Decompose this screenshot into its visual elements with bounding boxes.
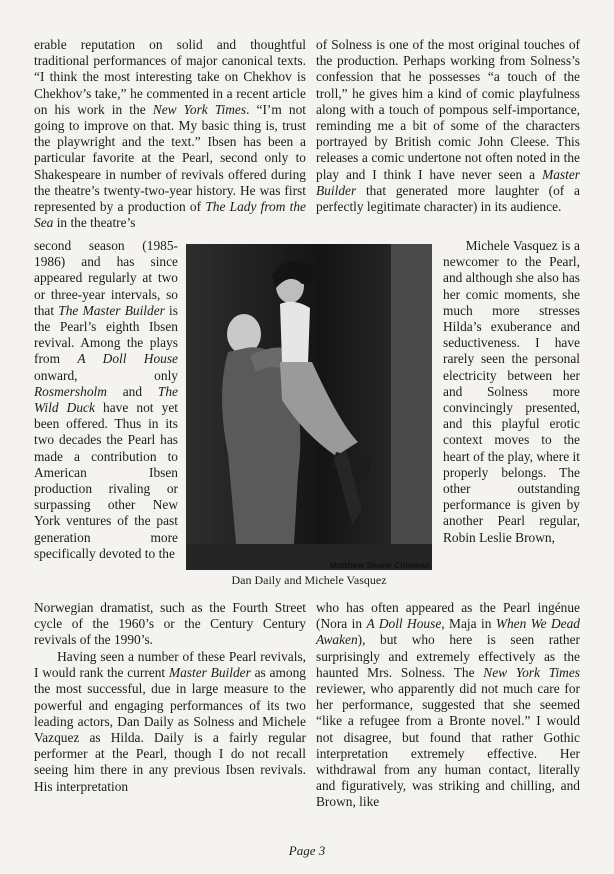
text-run: erable reputation on solid and thoughtful traditional performances of major canonical texts. “I think the most interesting take on Chekhov is Chekhov’s take,” he commented in a recent article on his work in the: [34, 37, 306, 117]
italic-title: Master Builder: [316, 166, 580, 198]
text-run: second season (1985-1986) and has since appeared regularly at two or three-year intervals, so that: [34, 238, 178, 318]
text-run: reviewer, who apparently did not much care for her performance, suggested that she seemed “like a refugee from a Bronte novel.” I would not disagree, but found that rather Gothic interpretation extremely effective. Her withdrawal from any human contact, literally and figuratively, was striking and chilling, and Brown, like: [316, 681, 580, 810]
italic-title: The Master Builder: [58, 302, 165, 318]
italic-title: Rosmersholm: [34, 383, 107, 399]
text-run: who has often appeared as the Pearl ingénue (Nora in: [316, 600, 580, 632]
text-run: , Maja in: [441, 616, 496, 632]
photo-credit: Matthew Shane Coleman: [329, 560, 430, 570]
text-run: in the theatre’s: [53, 215, 136, 231]
page-number: Page 3: [288, 843, 326, 858]
italic-title: New York Times: [152, 101, 247, 117]
paragraph-7: [316, 600, 580, 811]
italic-title: Master Builder: [168, 665, 251, 681]
text-run: Norwegian dramatist, such as the Fourth Street cycle of the 1960’s or the Century Century revivals of the 1990’s.: [34, 600, 306, 648]
text-run: that generated more laughter (of a perfectly legitimate character) in its audience.: [316, 182, 580, 215]
paragraph-4: [34, 649, 306, 795]
text-run: . “I’m not going to improve on that. My basic thing is, trust the playwright and the text.” Ibsen has been a particular favorite at the Pearl, second only to Shakespeare in number of revivals offered during the theatre’s twenty-two-year history. He was first represented by a production of: [34, 101, 306, 215]
italic-title: A Doll House: [77, 351, 178, 367]
paragraph-1: [34, 37, 306, 231]
italic-title: The Wild Duck: [34, 383, 178, 416]
text-run: Michele Vasquez is a newcomer to the Pearl, and although she also has her comic moments, she much more stresses Hilda’s exuberance and seductiveness. I have rarely seen the personal electricity between her and Solness more convincingly presented, and this playful erotic context moves to the heart of the play, where it properly belongs. The other outstanding performance is given by another Pearl regular, Robin Leslie Brown,: [443, 238, 580, 545]
text-run: have not yet been offered. Thus in its two decades the Pearl has made a contribution to American Ibsen production rivaling or surpassing other New York ventures of the past generation more specifically devoted to the: [34, 400, 178, 561]
photo-caption: Dan Daily and Michele Vasquez: [231, 573, 387, 587]
text-run: onward, only: [34, 367, 178, 383]
text-run: and: [106, 383, 158, 399]
photo-image: [186, 244, 432, 570]
paragraph-5: [316, 37, 580, 215]
text-run: is the Pearl’s eighth Ibsen revival. Among the plays from: [34, 302, 178, 367]
production-photo: [186, 244, 432, 570]
italic-title: New York Times: [483, 664, 580, 680]
text-run: as among the most successful, due in large measure to the powerful and engaging performances of its two leading actors, Dan Daily as Solness and Michele Vazquez as Hilda. Daily is a fairly regular performer at the Pearl, though I do not recall seeing him there in any previous Ibsen revivals. His interpretation: [34, 665, 306, 794]
text-run: ), but who here is seen rather surprisingly and extremely effectively as the haunted Mrs. Solness. The: [316, 632, 580, 680]
italic-title: A Doll House: [366, 616, 442, 632]
text-run: of Solness is one of the most original touches of the production. Perhaps working from Solness’s confession that he possesses “a touch of the troll,” he gives him a kind of comic playfulness along with a touch of pompous self-importance, reminding me a bit of some of the characters portrayed by British comic John Cleese. This releases a comic undertone not often noted in the play and I think I have never seen a: [316, 37, 580, 182]
paragraph-2: [34, 238, 178, 562]
paragraph-6: [443, 238, 580, 546]
italic-title: The Lady from the Sea: [34, 199, 306, 231]
italic-title: When We Dead Awaken: [316, 616, 581, 648]
paragraph-3: [34, 600, 306, 649]
text-run: Having seen a number of these Pearl revivals, I would rank the current: [34, 649, 306, 681]
